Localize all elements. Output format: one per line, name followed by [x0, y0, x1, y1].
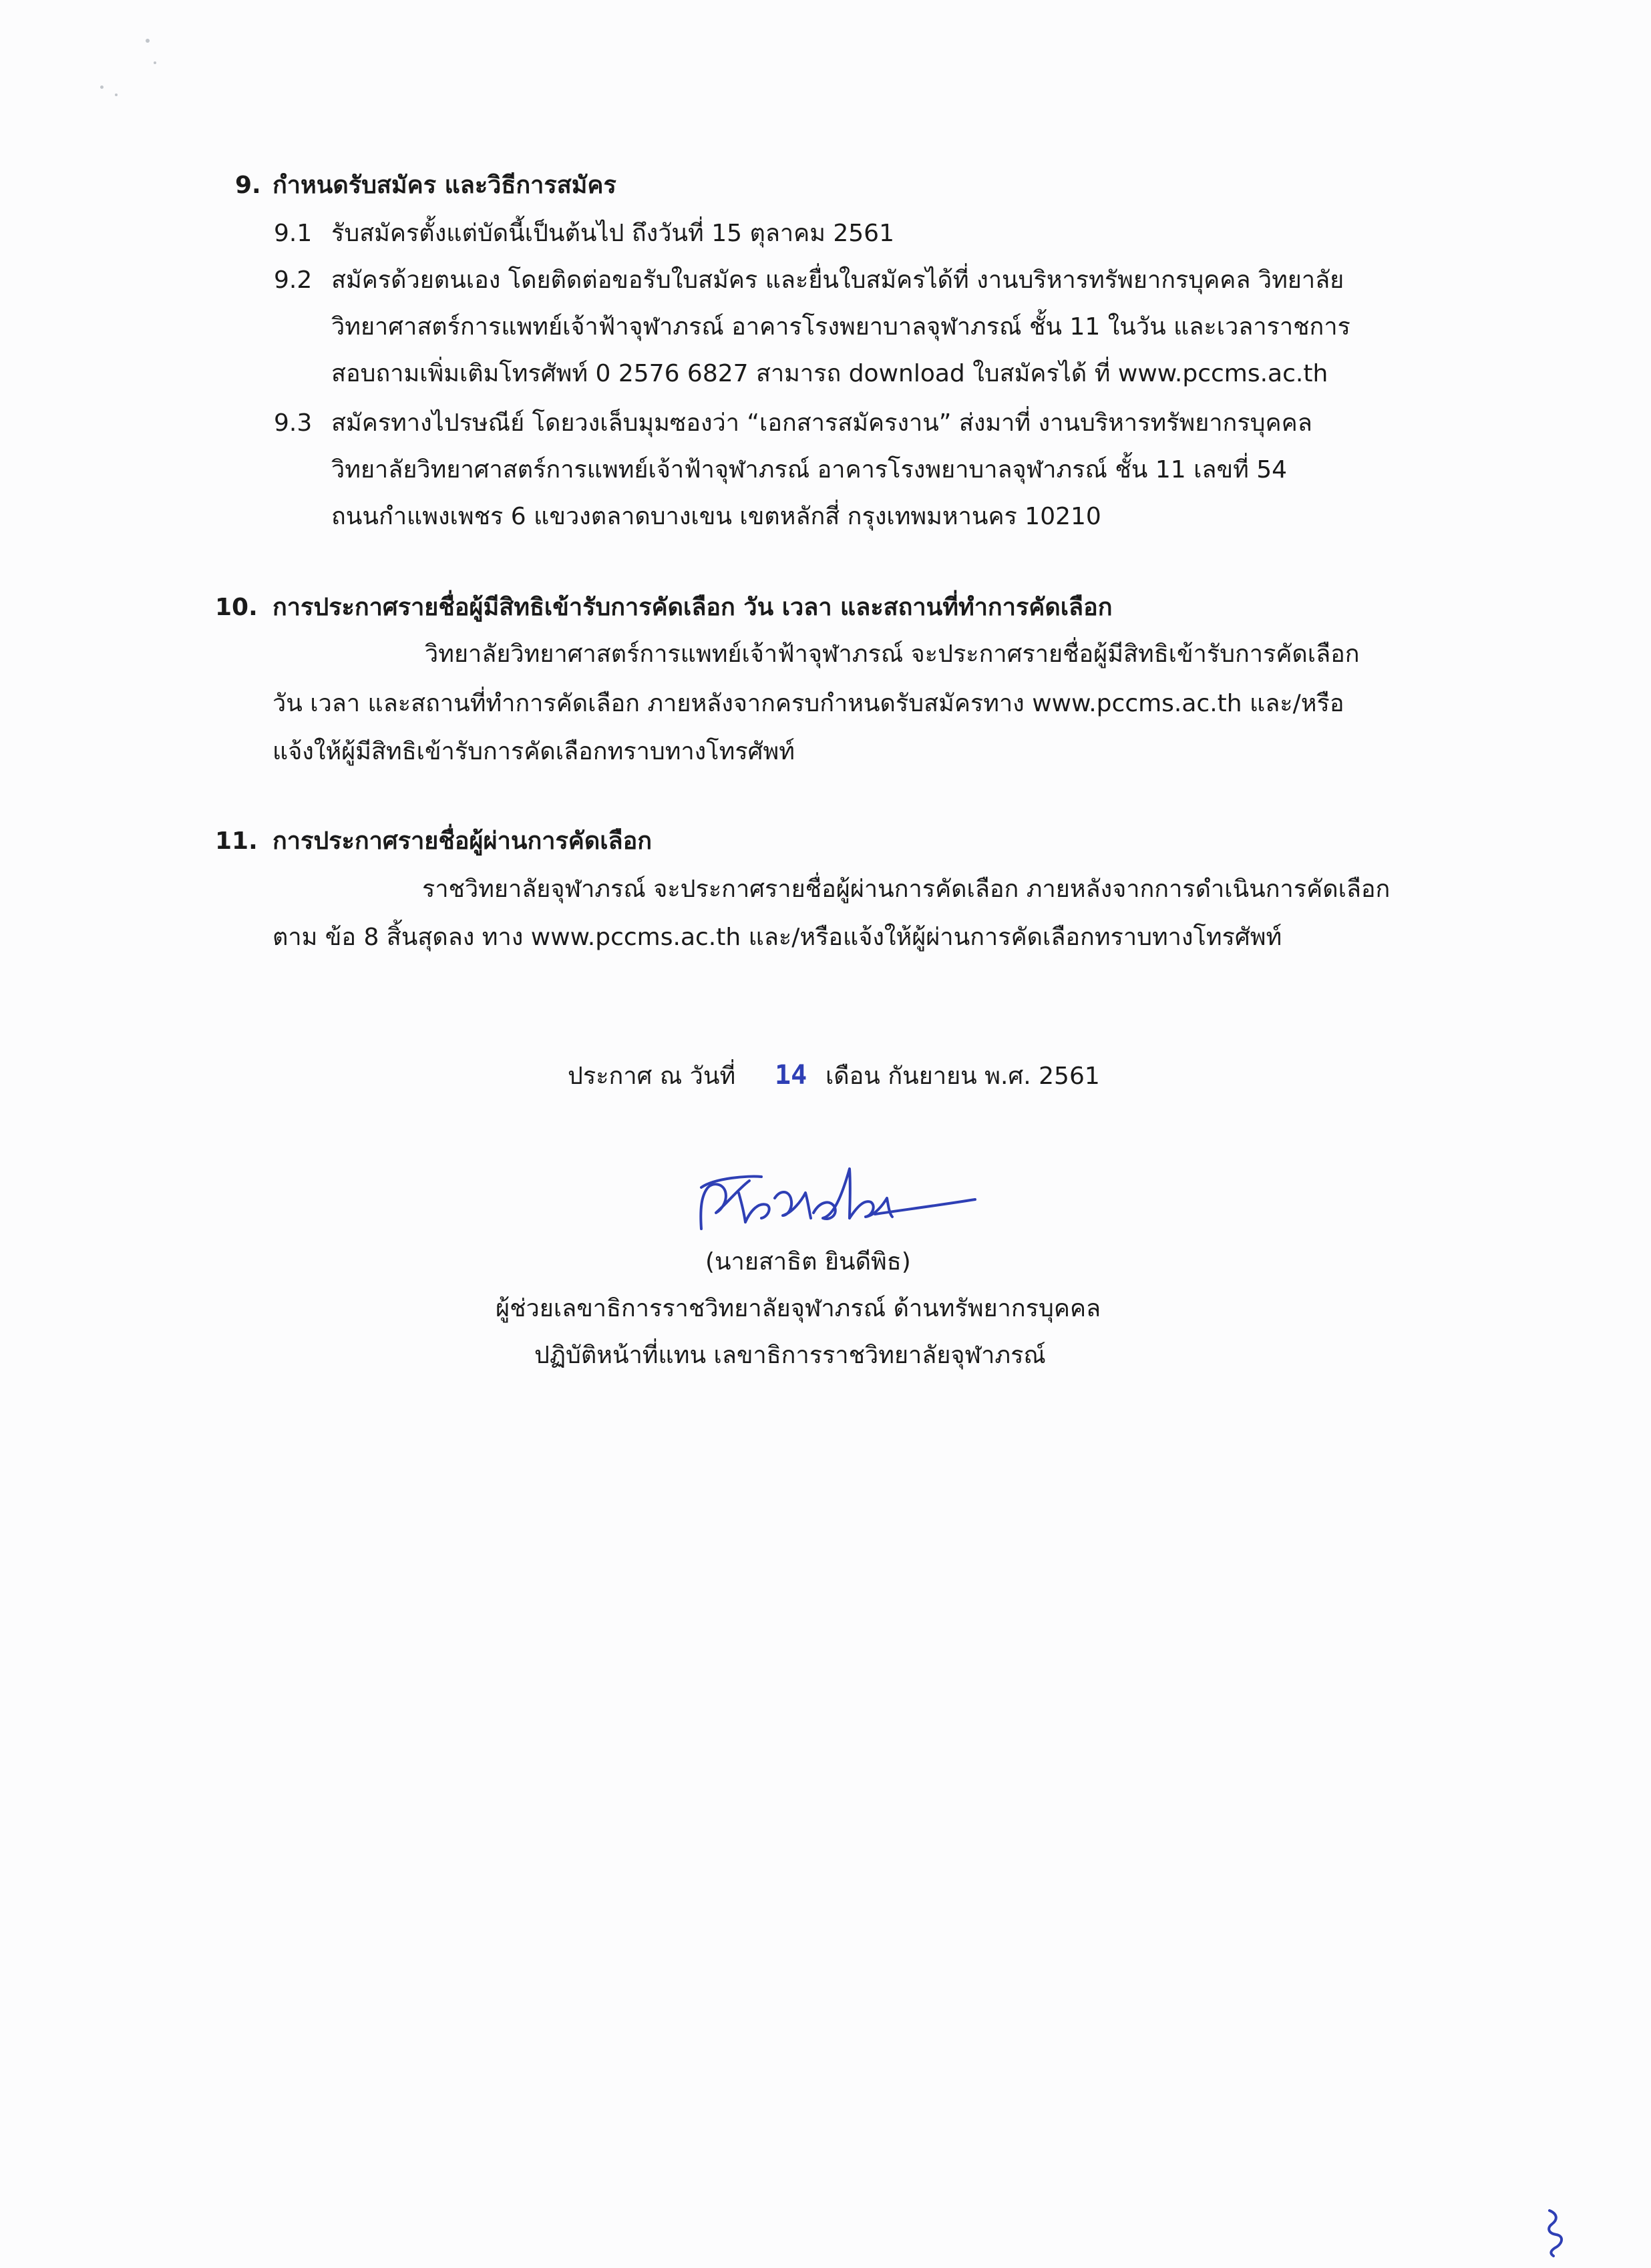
handwritten-page-mark	[1536, 2204, 1576, 2257]
announcement-day-handwritten: 14	[775, 1060, 807, 1091]
section-10-paragraph-line: วิทยาลัยวิทยาศาสตร์การแพทย์เจ้าฟ้าจุฬาภรณ์ จะประกาศรายชื่อผู้มีสิทธิเข้ารับการคัดเลือก	[425, 640, 1360, 668]
section-9-number: 9.	[235, 172, 261, 199]
item-9-3-line: สมัครทางไปรษณีย์ โดยวงเล็บมุมซองว่า “เอกสารสมัครงาน” ส่งมาที่ งานบริหารทรัพยากรบุคคล	[331, 409, 1312, 437]
section-11-heading: การประกาศรายชื่อผู้ผ่านการคัดเลือก	[272, 827, 653, 855]
section-10-paragraph-line: แจ้งให้ผู้มีสิทธิเข้ารับการคัดเลือกทราบทางโทรศัพท์	[272, 738, 795, 765]
scan-speck	[100, 85, 104, 89]
section-9-heading: กำหนดรับสมัคร และวิธีการสมัคร	[272, 172, 616, 199]
item-9-1-number: 9.1	[274, 220, 313, 247]
section-10-heading: การประกาศรายชื่อผู้มีสิทธิเข้ารับการคัดเลือก วัน เวลา และสถานที่ทำการคัดเลือก	[272, 594, 1113, 621]
item-9-3-line: วิทยาลัยวิทยาศาสตร์การแพทย์เจ้าฟ้าจุฬาภรณ์ อาคารโรงพยาบาลจุฬาภรณ์ ชั้น 11 เลขที่ 54	[331, 456, 1288, 484]
item-9-3-number: 9.3	[274, 409, 313, 437]
item-9-3-line: ถนนกำแพงเพชร 6 แขวงตลาดบางเขน เขตหลักสี่ กรุงเทพมหานคร 10210	[331, 503, 1101, 530]
announcement-prefix: ประกาศ ณ วันที่	[568, 1063, 736, 1090]
signatory-name: (นายสาธิต ยินดีพิธ)	[705, 1248, 911, 1276]
section-10-number: 10.	[215, 594, 258, 621]
section-11-paragraph-line: ราชวิทยาลัยจุฬาภรณ์ จะประกาศรายชื่อผู้ผ่านการคัดเลือก ภายหลังจากการดำเนินการคัดเลือก	[422, 876, 1391, 903]
section-11-number: 11.	[215, 827, 258, 855]
section-11-paragraph-line: ตาม ข้อ 8 สิ้นสุดลง ทาง www.pccms.ac.th และ/หรือแจ้งให้ผู้ผ่านการคัดเลือกทราบทางโทรศัพท์	[272, 924, 1282, 951]
item-9-2-line: วิทยาศาสตร์การแพทย์เจ้าฟ้าจุฬาภรณ์ อาคารโรงพยาบาลจุฬาภรณ์ ชั้น 11 ในวัน และเวลาราชการ	[331, 313, 1350, 341]
section-10-paragraph-line: วัน เวลา และสถานที่ทำการคัดเลือก ภายหลังจากครบกำหนดรับสมัครทาง www.pccms.ac.th และ/หรือ	[272, 690, 1344, 717]
scan-speck	[115, 93, 118, 96]
item-9-2-line: สอบถามเพิ่มเติมโทรศัพท์ 0 2576 6827 สามารถ download ใบสมัครได้ ที่ www.pccms.ac.th	[331, 360, 1328, 387]
signatory-title-line1: ผู้ช่วยเลขาธิการราชวิทยาลัยจุฬาภรณ์ ด้านทรัพยากรบุคคล	[496, 1295, 1101, 1322]
item-9-2-line: สมัครด้วยตนเอง โดยติดต่อขอรับใบสมัคร และยื่นใบสมัครได้ที่ งานบริหารทรัพยากรบุคคล วิทยาลัย	[331, 266, 1344, 294]
item-9-2-number: 9.2	[274, 266, 313, 294]
scan-speck	[154, 61, 156, 64]
announcement-suffix: เดือน กันยายน พ.ศ. 2561	[826, 1063, 1100, 1090]
item-9-1-line: รับสมัครตั้งแต่บัดนี้เป็นต้นไป ถึงวันที่ 15 ตุลาคม 2561	[331, 220, 894, 247]
scan-speck	[146, 39, 150, 43]
signatory-title-line2: ปฏิบัติหน้าที่แทน เลขาธิการราชวิทยาลัยจุฬาภรณ์	[534, 1342, 1046, 1369]
